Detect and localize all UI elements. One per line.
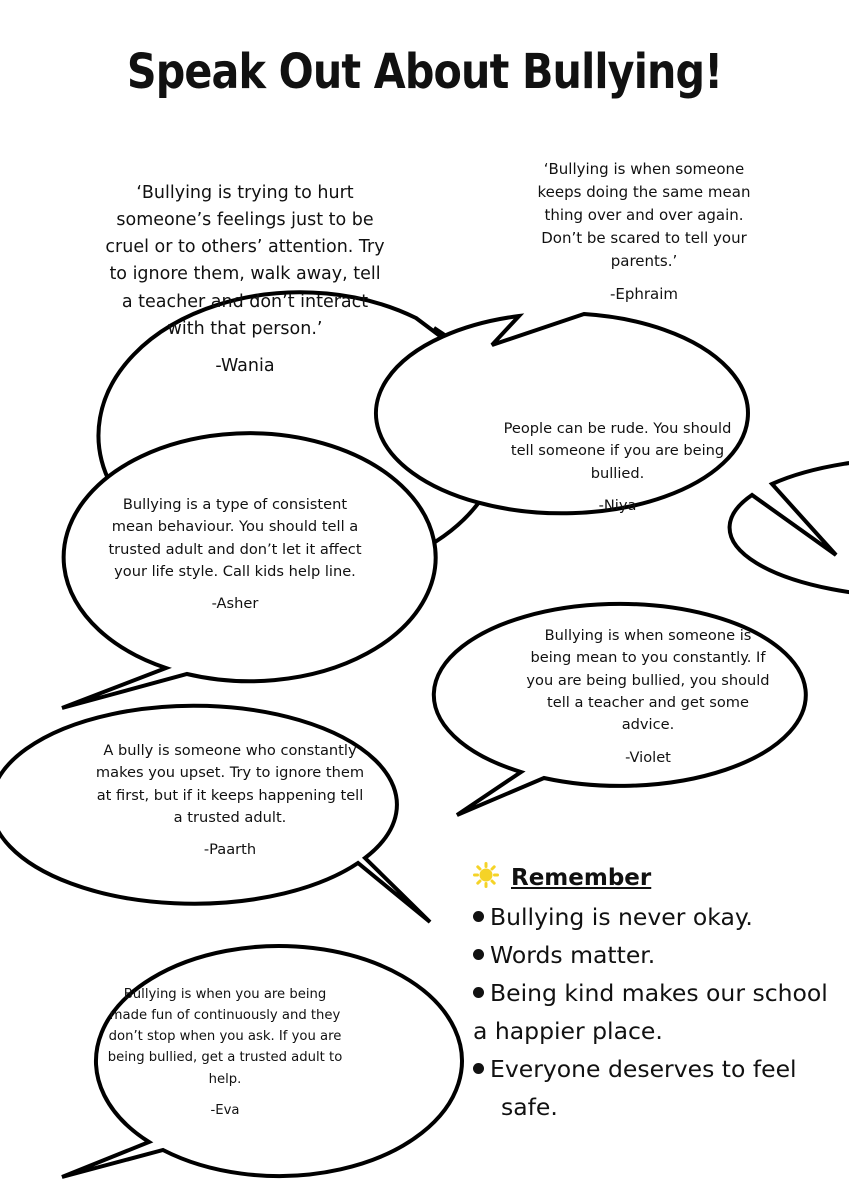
- list-item-continued: a happier place.: [473, 1017, 663, 1045]
- bullet-icon: [473, 949, 484, 960]
- quote-author: -Eva: [210, 1102, 240, 1118]
- list-item: Everyone deserves to feel: [473, 1050, 833, 1088]
- remember-heading: [473, 862, 833, 894]
- list-item-continued: safe.: [501, 1093, 558, 1121]
- quote-wania: [105, 180, 385, 380]
- remember-label: Remember: [511, 865, 652, 891]
- quote-author: -Niya: [598, 496, 637, 514]
- bullet-icon: [473, 987, 484, 998]
- sun-icon: [473, 862, 499, 894]
- list-item: Words matter.: [473, 936, 833, 974]
- quote-author: -Asher: [211, 595, 259, 613]
- quote-text: A bully is someone who constantly makes you upset. Try to ignore them at first, but if it keeps happening tell a trusted adult.: [95, 742, 365, 826]
- quote-text: Bullying is when you are being made fun of continuously and they don’t stop when you ask. If you are being bullied, get a trusted adult to help.: [107, 987, 343, 1087]
- bullet-icon: [473, 911, 484, 922]
- quote-text: Bullying is a type of consistent mean behaviour. You should tell a trusted adult and don’t let it affect your life style. Call kids help line.: [108, 496, 362, 580]
- bullet-icon: [473, 1063, 484, 1074]
- quote-niya: [500, 418, 735, 517]
- page-title: Speak Out About Bullying!: [126, 44, 723, 100]
- quote-eva: [105, 984, 345, 1121]
- quote-text: People can be rude. You should tell someone if you are being bullied.: [503, 420, 732, 482]
- speech-bubble-niya: [730, 458, 849, 598]
- quote-text: ‘Bullying is trying to hurt someone’s feelings just to be cruel or to others’ attention. Try to ignore them, walk away, tell a teacher and don’t interact with that person.’: [105, 183, 385, 339]
- quote-text: ‘Bullying is when someone keeps doing the same mean thing over and over again. Don’t be scared to tell your parents.’: [537, 160, 751, 270]
- remember-section: [473, 862, 833, 1126]
- quote-author: -Paarth: [203, 841, 257, 859]
- quote-violet: [522, 625, 774, 769]
- quote-paarth: [90, 740, 370, 862]
- quote-author: -Violet: [625, 748, 671, 766]
- quote-author: -Wania: [215, 355, 275, 376]
- list-item: Being kind makes our school: [473, 974, 833, 1012]
- remember-list: [473, 898, 833, 1126]
- quote-text: Bullying is when someone is being mean to you constantly. If you are being bullied, you should tell a teacher and get some advice.: [526, 627, 770, 734]
- quote-asher: [105, 494, 365, 616]
- quote-author: -Ephraim: [609, 284, 679, 303]
- quote-ephraim: [525, 158, 763, 306]
- list-item: Bullying is never okay.: [473, 898, 833, 936]
